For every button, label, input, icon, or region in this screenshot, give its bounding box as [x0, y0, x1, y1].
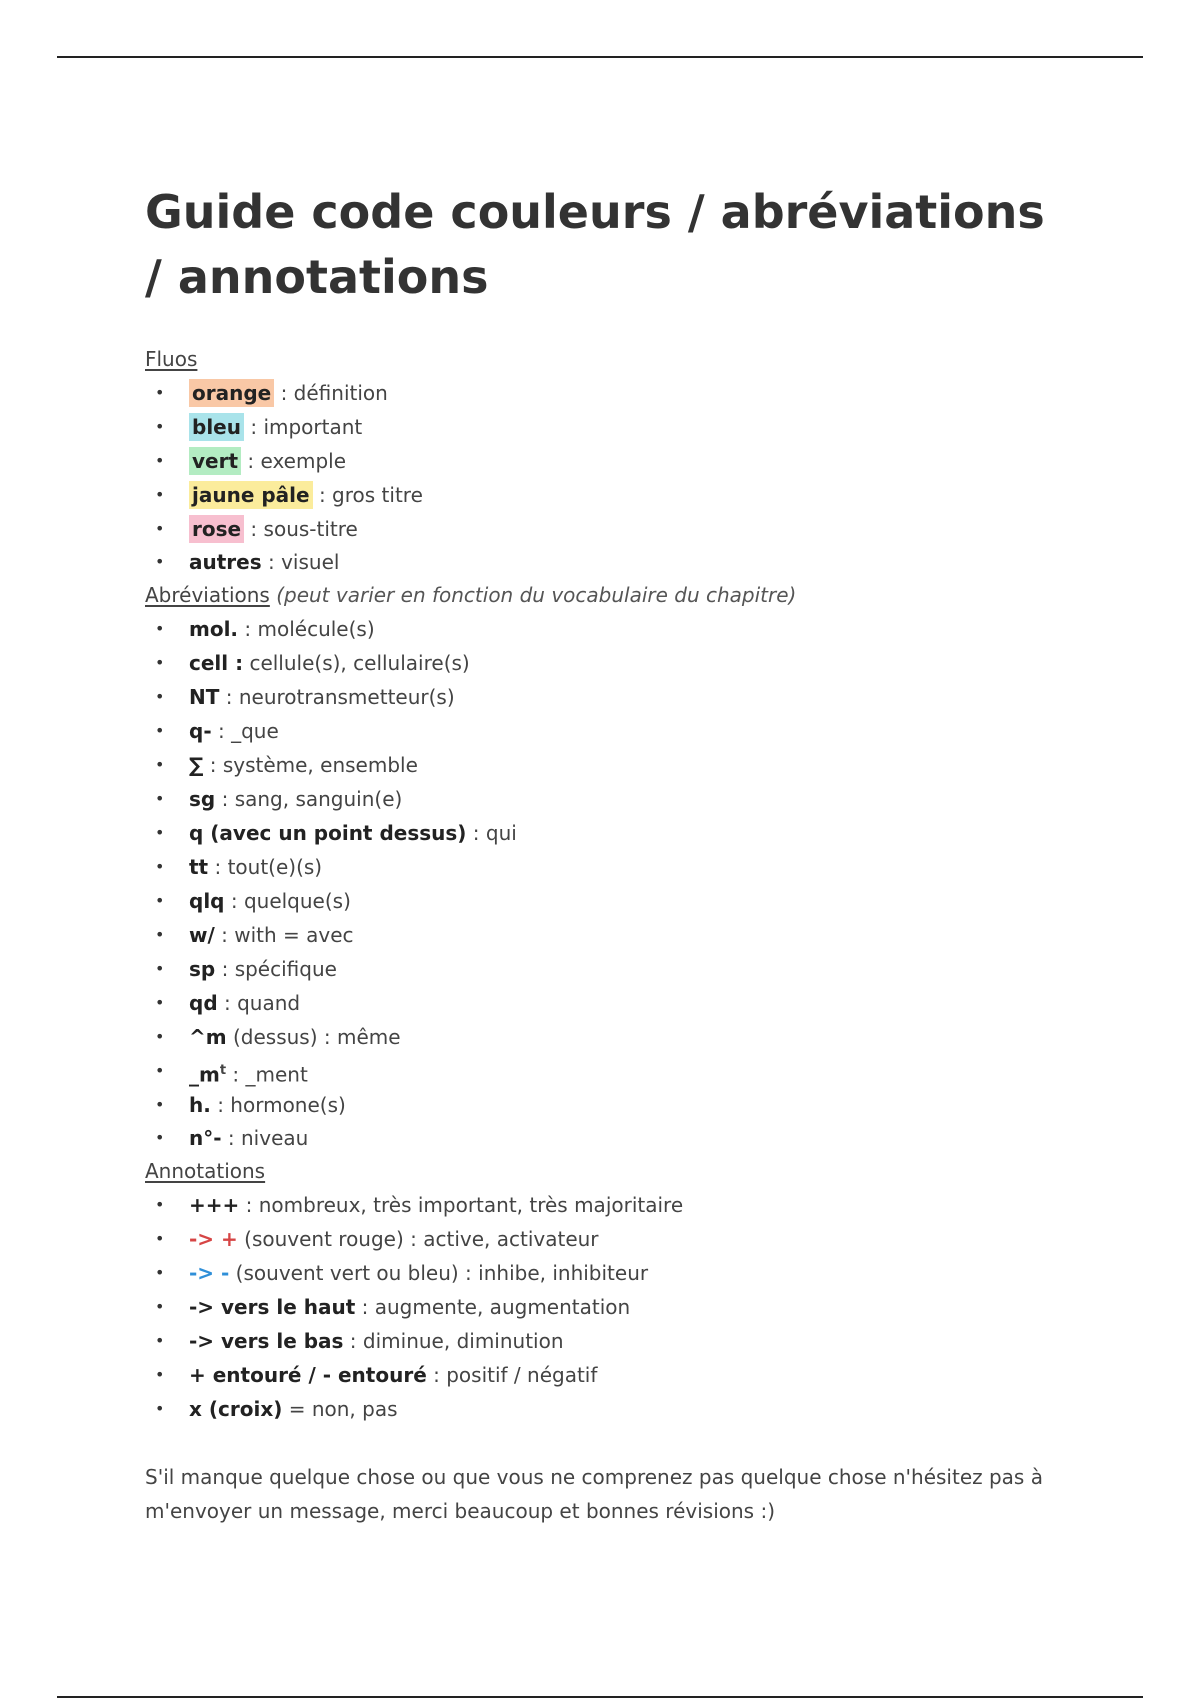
- inhibitor-arrow-key: -> -: [189, 1261, 230, 1285]
- item-desc: : définition: [274, 381, 388, 405]
- page-title: Guide code couleurs / abréviations / annotations: [145, 185, 1045, 304]
- item-key-superscript: t: [219, 1063, 227, 1078]
- item-key: -> vers le haut: [189, 1295, 356, 1319]
- list-item: [145, 918, 1065, 952]
- item-desc: : hormone(s): [210, 1093, 346, 1117]
- item-key: + entouré / - entouré: [189, 1363, 427, 1387]
- item-desc: (souvent vert ou bleu) : inhibe, inhibiteur: [229, 1261, 649, 1285]
- item-key: NT: [189, 685, 220, 709]
- item-desc: cellule(s), cellulaire(s): [243, 651, 470, 675]
- list-item: [145, 714, 1065, 748]
- item-key: autres: [189, 550, 262, 574]
- list-item: [145, 444, 1065, 478]
- list-item: [145, 782, 1065, 816]
- annotations-list: [145, 1188, 1065, 1426]
- item-key: qd: [189, 991, 218, 1015]
- abreviations-list: [145, 612, 1065, 1154]
- highlight-vert: vert: [189, 447, 241, 475]
- item-desc: : important: [243, 415, 363, 439]
- annotations-heading: [145, 1154, 1065, 1188]
- item-desc: : _ment: [226, 1062, 308, 1087]
- item-key: cell :: [189, 651, 244, 675]
- item-desc: : exemple: [241, 449, 347, 473]
- list-item: [145, 680, 1065, 714]
- fluos-heading-text: Fluos: [145, 347, 198, 371]
- item-key: tt: [189, 855, 209, 879]
- highlight-rose: rose: [189, 515, 244, 543]
- activator-arrow-key: -> +: [189, 1227, 238, 1251]
- item-key: x (croix): [189, 1397, 283, 1421]
- list-item: [145, 512, 1065, 546]
- list-item: [145, 884, 1065, 918]
- annotations-heading-text: Annotations: [145, 1159, 266, 1183]
- highlight-jaune: jaune pâle: [189, 481, 313, 509]
- item-key: h.: [189, 1093, 211, 1117]
- list-item: [145, 646, 1065, 680]
- list-item: [145, 1188, 1065, 1222]
- item-desc: : nombreux, très important, très majoritaire: [239, 1193, 684, 1217]
- list-item: [145, 1256, 1065, 1290]
- fluos-list: [145, 376, 1065, 578]
- list-item: [145, 612, 1065, 646]
- item-desc: : molécule(s): [238, 617, 375, 641]
- list-item: [145, 376, 1065, 410]
- item-desc: : positif / négatif: [426, 1363, 598, 1387]
- list-item: [145, 986, 1065, 1020]
- item-desc: : gros titre: [312, 483, 423, 507]
- item-key: +++: [189, 1193, 240, 1217]
- list-item: [145, 1020, 1065, 1054]
- item-key: n°-: [189, 1126, 222, 1150]
- list-item: [145, 1324, 1065, 1358]
- item-key: q-: [189, 719, 212, 743]
- list-item: [145, 850, 1065, 884]
- list-item: [145, 478, 1065, 512]
- item-desc: : _que: [211, 719, 279, 743]
- item-desc: (souvent rouge) : active, activateur: [237, 1227, 599, 1251]
- list-item: [145, 952, 1065, 986]
- item-desc: : qui: [466, 821, 517, 845]
- item-desc: : visuel: [261, 550, 340, 574]
- list-item: [145, 546, 1065, 578]
- list-item: [145, 816, 1065, 850]
- item-desc: : neurotransmetteur(s): [219, 685, 455, 709]
- abreviations-note: (peut varier en fonction du vocabulaire du chapitre): [276, 583, 797, 607]
- item-key: sp: [189, 957, 216, 981]
- item-key: -> vers le bas: [189, 1329, 344, 1353]
- closing-message: S'il manque quelque chose ou que vous ne comprenez pas quelque chose n'hésitez pas à m'envoyer un message, merci beaucoup et bonnes révisions :): [145, 1465, 1043, 1523]
- item-desc: : with = avec: [214, 923, 354, 947]
- item-desc: (dessus) : même: [226, 1025, 401, 1049]
- item-key: ^m: [189, 1025, 227, 1049]
- list-item: [145, 748, 1065, 782]
- list-item: [145, 410, 1065, 444]
- list-item: [145, 1358, 1065, 1392]
- abreviations-heading: [145, 578, 1065, 612]
- item-desc: : diminue, diminution: [343, 1329, 564, 1353]
- item-key: mol.: [189, 617, 239, 641]
- highlight-bleu: bleu: [189, 413, 244, 441]
- highlight-orange: orange: [189, 379, 274, 407]
- item-desc: : sous-titre: [244, 517, 358, 541]
- item-desc: : système, ensemble: [203, 753, 418, 777]
- document-body: [145, 180, 1065, 1548]
- item-key: _m: [189, 1062, 220, 1087]
- list-item: [145, 1122, 1065, 1154]
- item-key: q (avec un point dessus): [189, 821, 467, 845]
- list-item: [145, 1222, 1065, 1256]
- fluos-heading: [145, 342, 1065, 376]
- item-desc: : tout(e)(s): [208, 855, 323, 879]
- item-desc: : niveau: [221, 1126, 309, 1150]
- item-key: ∑: [189, 753, 204, 777]
- bottom-rule: [57, 1696, 1143, 1698]
- list-item: [145, 1392, 1065, 1426]
- list-item: [145, 1290, 1065, 1324]
- abreviations-heading-text: Abréviations: [145, 583, 270, 607]
- list-item: [145, 1088, 1065, 1122]
- item-desc: = non, pas: [282, 1397, 398, 1421]
- item-desc: : quelque(s): [224, 889, 351, 913]
- item-desc: : augmente, augmentation: [355, 1295, 631, 1319]
- item-key: sg: [189, 787, 216, 811]
- item-desc: : spécifique: [215, 957, 337, 981]
- list-item: [145, 1054, 1065, 1088]
- item-key: qlq: [189, 889, 225, 913]
- item-desc: : sang, sanguin(e): [215, 787, 403, 811]
- item-key: w/: [189, 923, 215, 947]
- sections: [145, 342, 1065, 1528]
- item-desc: : quand: [217, 991, 301, 1015]
- top-rule: [57, 56, 1143, 58]
